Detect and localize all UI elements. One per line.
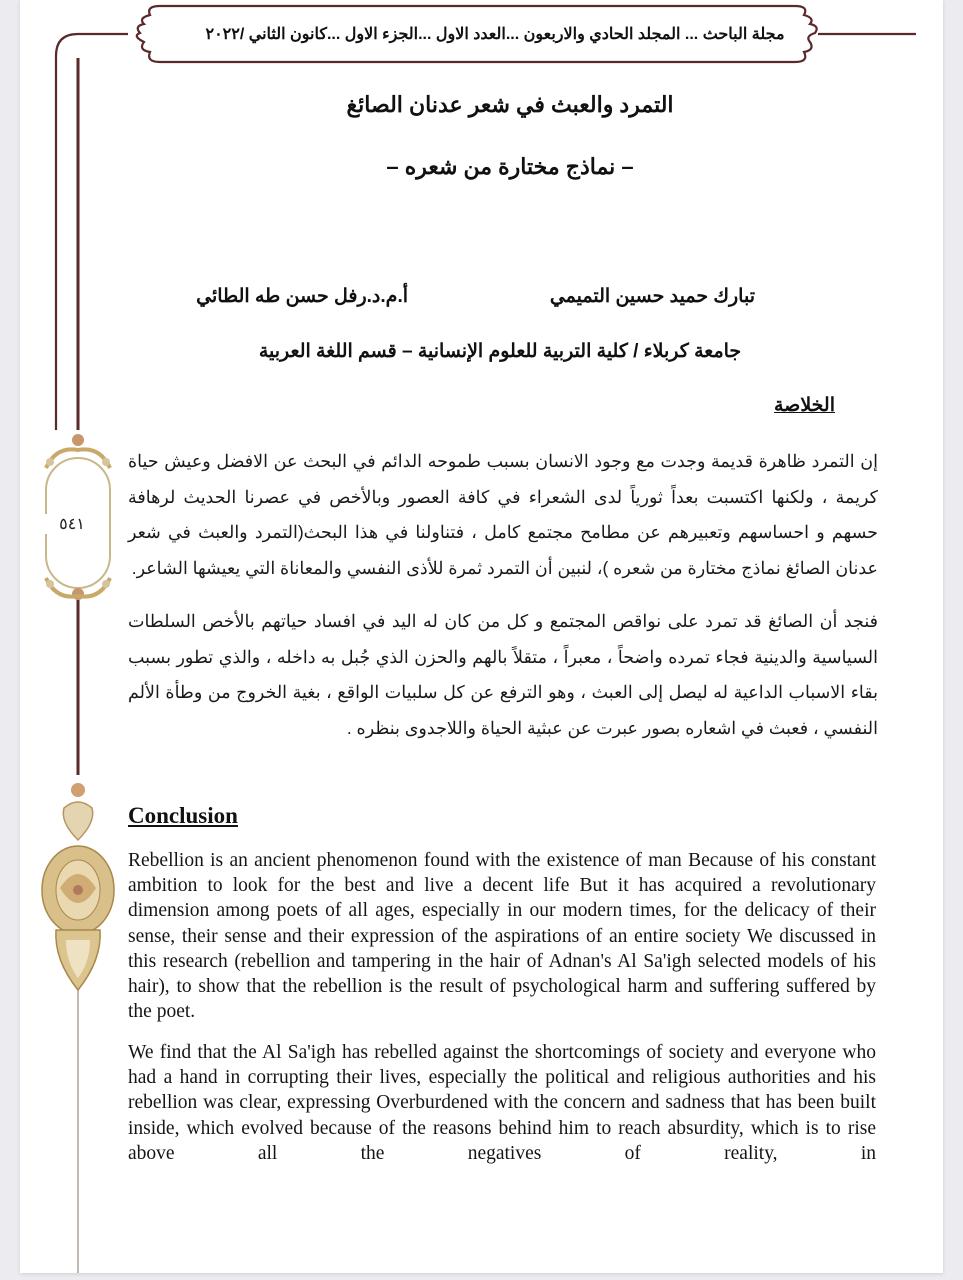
english-abstract-paragraph: We find that the Al Sa'igh has rebelled against the shortcomings of society and everyone who had a hand in corrupting their lives, especially the political and religious authorities and his rebellion was clear, expressing Overburdened with the concern and sadness that has been built inside, which evolved because of the reasons behind him to reach absurdity, which is to rise above all the negatives of reality, in <box>128 1042 876 1164</box>
english-abstract-heading: Conclusion <box>128 803 238 828</box>
document-page <box>20 0 943 1273</box>
author-affiliation: جامعة كربلاء / كلية التربية للعلوم الإنسانية – قسم اللغة العربية <box>258 341 742 362</box>
article-subtitle: – نماذج مختارة من شعره – <box>386 154 634 179</box>
article-title: التمرد والعبث في شعر عدنان الصائغ <box>346 92 674 117</box>
header-banner-icon <box>56 6 916 430</box>
journal-header: مجلة الباحث ... المجلد الحادي والاربعون ...العدد الاول ...الجزء الاول ...كانون الثاني /٢٠٢٢ <box>205 26 785 43</box>
arabic-abstract-paragraph: فنجد أن الصائغ قد تمرد على نواقص المجتمع و كل من كان له اليد في افساد حياتهم بالأخص السلطات السياسية والدينية فجاء تمرده واضحاً ، معبراً ، متقلاً بالهم والحزن الذي جُبل به داخله ، والذي تطور بسبب بقاء الاسباب الداعية له ليصل إلى العبث ، وهو الترفع عن كل سلبيات الواقع ، بغية الخروج من وطأة الألم النفسي ، فعبث في اشعاره بصور عبرت عن عبثية الحياة واللاجدوى بنظره . <box>128 611 878 738</box>
page-number: ٥٤١ <box>42 514 102 534</box>
english-abstract-paragraph: Rebellion is an ancient phenomenon found with the existence of man Because of his constant ambition to look for the best and live a decent life But it has acquired a revolutionary dimension among poets of all ages, especially in our modern times, for the delicacy of their sense, their sense and their expression of the aspirations of an entire society We discussed in this research (rebellion and tampering in the hair of Adnan's Al Sa'igh selected models of his hair), to show that the rebellion is the result of psychological harm and suffering suffered by the poet. <box>128 850 876 1023</box>
author-name-2: أ.م.د.رفل حسن طه الطائي <box>196 286 408 307</box>
arabic-abstract-heading: الخلاصة <box>774 395 835 416</box>
arabic-abstract-paragraph: إن التمرد ظاهرة قديمة وجدت مع وجود الانسان بسبب طموحه الدائم في البحث عن الافضل وعيش حياة كريمة ، ولكنها اكتسبت بعداً ثورياً لدى الشعراء في كافة العصور وبالأخص في عصرنا الحديث لرهافة حسهم و احساسهم وتعبيرهم عن مطامح مجتمع كامل ، فتناولنا في هذا البحث(التمرد والعبث في شعر عدنان الصائغ نماذج مختارة من شعره )، لنبين أن التمرد ثمرة للأذى النفسي والمعاناة التي يعيشها الشاعر. <box>128 451 878 578</box>
author-name-1: تبارك حميد حسين التميمي <box>549 286 755 307</box>
arabesque-pendant-icon <box>42 783 114 990</box>
